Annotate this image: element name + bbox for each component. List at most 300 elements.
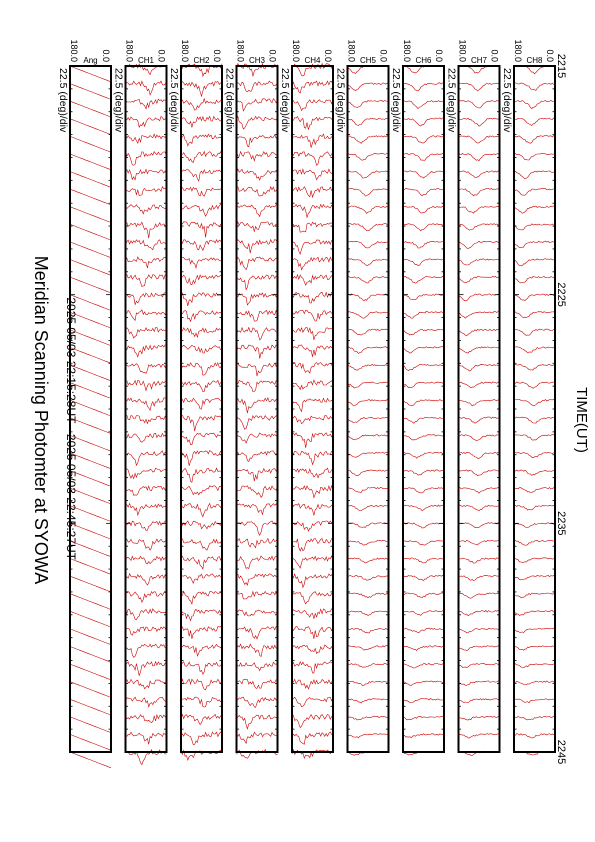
trace-line	[237, 468, 278, 481]
trace-line	[459, 347, 500, 353]
panel-traces	[126, 64, 167, 765]
trace-line	[514, 206, 555, 213]
panel-frame	[403, 66, 444, 752]
trace-line	[459, 364, 500, 371]
trace-line	[292, 222, 333, 232]
trace-line	[514, 100, 555, 108]
trace-line	[348, 646, 389, 651]
trace-line	[126, 416, 167, 424]
trace-line	[181, 152, 222, 163]
scale-label: 22.5 (deg)/div	[445, 68, 458, 133]
xtick-label: 2215	[555, 53, 567, 79]
trace-line	[126, 327, 167, 338]
panel-traces	[181, 64, 222, 760]
trace-line	[292, 240, 333, 254]
panel-frame	[459, 66, 500, 752]
trace-line	[514, 189, 555, 196]
trace-line	[292, 310, 333, 321]
trace-line	[459, 276, 500, 282]
trace-line	[70, 699, 111, 715]
trace-line	[514, 382, 555, 388]
trace-line	[126, 222, 167, 238]
trace-line	[459, 417, 500, 423]
trace-line	[459, 470, 500, 476]
trace-line	[459, 312, 500, 319]
trace-line	[70, 66, 111, 82]
trace-line	[237, 627, 278, 639]
xtick-label: 2225	[555, 282, 567, 307]
trace-line	[514, 312, 555, 318]
trace-line	[403, 276, 444, 283]
trace-line	[459, 259, 500, 265]
trace-line	[126, 609, 167, 620]
trace-line	[459, 734, 500, 738]
trace-line	[459, 628, 500, 633]
trace-line	[237, 697, 278, 707]
trace-line	[403, 488, 444, 493]
trace-line	[126, 574, 167, 585]
chart-title: Meridian Scanning Photomter at SYOWA	[31, 255, 51, 585]
trace-line	[181, 697, 222, 707]
trace-line	[181, 116, 222, 127]
trace-line	[514, 488, 555, 493]
trace-line	[348, 681, 389, 686]
trace-line	[514, 171, 555, 179]
trace-line	[292, 714, 333, 727]
trace-line	[348, 400, 389, 406]
trace-line	[459, 241, 500, 248]
trace-line	[403, 505, 444, 511]
trace-line	[292, 345, 333, 357]
trace-line	[181, 486, 222, 495]
trace-line	[70, 189, 111, 205]
trace-line	[292, 451, 333, 465]
trace-line	[126, 591, 167, 602]
trace-line	[403, 523, 444, 528]
panel-ch1	[113, 39, 167, 764]
trace-line	[237, 610, 278, 616]
trace-line	[514, 153, 555, 160]
trace-line	[348, 188, 389, 196]
panel-traces	[348, 65, 389, 755]
panel-ch8	[501, 39, 555, 755]
trace-line	[403, 83, 444, 91]
trace-line	[348, 241, 389, 248]
trace-line	[403, 593, 444, 598]
trace-line	[181, 222, 222, 238]
trace-line	[348, 575, 389, 580]
ytick-label: 180.0	[69, 39, 79, 62]
trace-line	[126, 292, 167, 304]
trace-line	[403, 224, 444, 231]
trace-line	[126, 715, 167, 723]
channel-label: CH7	[470, 56, 488, 65]
trace-line	[514, 276, 555, 283]
trace-line	[292, 81, 333, 93]
trace-line	[292, 609, 333, 619]
trace-line	[403, 646, 444, 651]
trace-line	[237, 239, 278, 253]
trace-line	[292, 679, 333, 689]
trace-line	[348, 259, 389, 266]
trace-line	[126, 627, 167, 635]
trace-line	[459, 294, 500, 301]
trace-line	[70, 752, 111, 768]
trace-line	[70, 84, 111, 100]
trace-line	[514, 294, 555, 300]
trace-line	[459, 575, 500, 580]
trace-line	[348, 540, 389, 545]
trace-line	[459, 663, 500, 667]
trace-line	[181, 538, 222, 550]
trace-line	[70, 664, 111, 680]
scale-label: 22.5 (deg)/div	[279, 68, 291, 133]
trace-line	[403, 575, 444, 580]
trace-line	[70, 717, 111, 733]
trace-line	[292, 750, 333, 758]
panel-ch3	[224, 39, 278, 758]
xtick-label: 2235	[555, 511, 567, 536]
trace-line	[181, 556, 222, 569]
trace-line	[514, 681, 555, 685]
trace-line	[292, 697, 333, 707]
trace-line	[126, 381, 167, 391]
ytick-label: 180.0	[124, 39, 135, 62]
trace-line	[403, 329, 444, 335]
trace-line	[237, 416, 278, 430]
trace-line	[181, 187, 222, 196]
scale-label: 22.5 (deg)/div	[168, 68, 180, 133]
ytick-label: 0.0	[101, 49, 111, 62]
trace-line	[181, 433, 222, 445]
trace-line	[514, 593, 555, 598]
panel-frame	[514, 66, 555, 752]
panel-ch5	[335, 39, 389, 755]
trace-line	[514, 259, 555, 266]
trace-line	[237, 310, 278, 321]
trace-line	[348, 329, 389, 335]
trace-line	[459, 681, 500, 685]
trace-line	[403, 136, 444, 143]
ytick-label: 0.0	[212, 49, 222, 62]
trace-line	[348, 523, 389, 528]
trace-line	[126, 240, 167, 250]
trace-line	[181, 416, 222, 432]
scale-label: 22.5 (deg)/div	[501, 68, 513, 133]
panel-traces	[292, 64, 333, 759]
scale-label: 22.5 (deg)/div	[57, 68, 69, 133]
ytick-label: 180.0	[346, 39, 357, 62]
panel-traces	[237, 64, 278, 759]
trace-line	[70, 559, 111, 575]
panel-ch2	[168, 39, 222, 760]
trace-line	[237, 539, 278, 548]
panel-frame	[348, 66, 389, 752]
trace-line	[237, 275, 278, 290]
trace-line	[70, 260, 111, 276]
trace-line	[403, 716, 444, 720]
trace-line	[403, 734, 444, 738]
trace-line	[514, 329, 555, 335]
trace-line	[126, 680, 167, 689]
trace-line	[403, 101, 444, 109]
trace-line	[237, 380, 278, 392]
trace-line	[514, 646, 555, 651]
trace-line	[181, 204, 222, 216]
trace-line	[348, 487, 389, 492]
trace-line	[237, 363, 278, 376]
trace-line	[459, 188, 500, 196]
x-axis-ticks	[555, 54, 567, 764]
trace-line	[459, 611, 500, 616]
panel-traces	[514, 65, 555, 755]
trace-line	[292, 415, 333, 423]
trace-line	[403, 558, 444, 563]
trace-line	[292, 152, 333, 166]
trace-line	[348, 101, 389, 108]
trace-line	[514, 699, 555, 703]
trace-line	[514, 452, 555, 458]
scale-label: 22.5 (deg)/div	[112, 68, 125, 133]
trace-line	[181, 275, 222, 285]
trace-line	[348, 153, 389, 160]
trace-line	[514, 576, 555, 580]
trace-line	[348, 452, 389, 457]
trace-line	[126, 152, 167, 166]
trace-line	[181, 363, 222, 375]
trace-line	[237, 732, 278, 743]
trace-line	[126, 363, 167, 374]
trace-line	[181, 732, 222, 745]
trace-line	[403, 628, 444, 633]
trace-line	[126, 644, 167, 657]
trace-line	[514, 611, 555, 616]
trace-line	[126, 398, 167, 410]
trace-line	[70, 682, 111, 698]
trace-line	[237, 293, 278, 305]
trace-line	[181, 714, 222, 724]
trace-line	[237, 398, 278, 413]
trace-line	[237, 592, 278, 599]
trace-line	[126, 345, 167, 357]
trace-line	[126, 468, 167, 479]
trace-line	[126, 697, 167, 707]
trace-line	[514, 540, 555, 545]
trace-line	[459, 523, 500, 528]
trace-line	[292, 433, 333, 448]
trace-line	[126, 521, 167, 531]
trace-line	[348, 347, 389, 354]
trace-line	[514, 136, 555, 144]
ytick-label: 0.0	[323, 49, 333, 62]
trace-line	[348, 716, 389, 720]
rotated-plot-area	[31, 39, 590, 767]
trace-line	[292, 468, 333, 478]
trace-line	[126, 504, 167, 516]
trace-line	[181, 591, 222, 604]
trace-line	[348, 699, 389, 703]
channel-label: CH8	[526, 56, 543, 65]
trace-line	[237, 433, 278, 443]
trace-line	[181, 258, 222, 268]
trace-line	[70, 207, 111, 223]
trace-line	[403, 364, 444, 370]
scale-label: 22.5 (deg)/div	[390, 68, 402, 133]
channel-label: CH6	[415, 56, 432, 65]
trace-line	[292, 99, 333, 110]
panel-ch7	[446, 39, 500, 755]
trace-line	[348, 136, 389, 144]
trace-line	[237, 574, 278, 585]
trace-line	[237, 204, 278, 216]
trace-line	[237, 644, 278, 656]
trace-line	[348, 663, 389, 667]
trace-line	[403, 118, 444, 126]
trace-line	[348, 470, 389, 476]
trace-line	[70, 594, 111, 610]
trace-line	[292, 204, 333, 217]
trace-line	[459, 382, 500, 388]
trace-line	[348, 364, 389, 370]
trace-line	[126, 275, 167, 287]
panel-traces	[403, 65, 444, 755]
trace-line	[181, 99, 222, 110]
trace-line	[403, 541, 444, 546]
trace-line	[348, 628, 389, 633]
trace-line	[459, 171, 500, 178]
trace-line	[126, 169, 167, 179]
trace-line	[126, 134, 167, 143]
trace-line	[70, 101, 111, 117]
trace-line	[70, 172, 111, 188]
trace-line	[514, 628, 555, 633]
trace-line	[292, 662, 333, 673]
trace-line	[514, 399, 555, 405]
trace-line	[292, 486, 333, 498]
channel-label: CH1	[137, 56, 155, 65]
trace-line	[292, 275, 333, 285]
trace-line	[403, 417, 444, 423]
trace-line	[403, 663, 444, 668]
trace-line	[181, 134, 222, 146]
trace-line	[459, 136, 500, 143]
trace-line	[126, 81, 167, 95]
trace-line	[181, 398, 222, 409]
trace-line	[237, 222, 278, 232]
trace-line	[459, 487, 500, 493]
trace-line	[181, 380, 222, 391]
trace-line	[70, 576, 111, 592]
trace-line	[126, 310, 167, 321]
trace-line	[181, 504, 222, 517]
trace-line	[292, 257, 333, 270]
trace-line	[459, 153, 500, 160]
trace-line	[459, 206, 500, 213]
trace-line	[126, 556, 167, 564]
trace-line	[403, 470, 444, 475]
trace-line	[348, 224, 389, 231]
trace-line	[514, 734, 555, 738]
trace-line	[181, 609, 222, 620]
trace-line	[348, 611, 389, 616]
panel-traces	[459, 65, 500, 755]
xtick-label: 2245	[555, 739, 567, 765]
ytick-label: 180.0	[457, 39, 468, 62]
trace-line	[237, 486, 278, 498]
trace-line	[181, 644, 222, 656]
trace-line	[292, 645, 333, 654]
trace-line	[292, 398, 333, 411]
trace-line	[181, 451, 222, 466]
trace-line	[459, 540, 500, 545]
trace-line	[181, 626, 222, 638]
trace-line	[348, 277, 389, 283]
trace-line	[403, 294, 444, 300]
trace-line	[459, 101, 500, 109]
trace-line	[514, 523, 555, 528]
trace-line	[181, 345, 222, 353]
trace-line	[403, 259, 444, 266]
trace-line	[70, 154, 111, 170]
trace-line	[403, 153, 444, 160]
ytick-label: 180.0	[402, 39, 412, 62]
trace-line	[70, 119, 111, 135]
trace-line	[181, 662, 222, 674]
trace-line	[126, 662, 167, 676]
trace-line	[514, 241, 555, 248]
trace-line	[514, 83, 555, 91]
trace-line	[237, 187, 278, 196]
trace-line	[514, 118, 555, 125]
trace-line	[348, 171, 389, 178]
trace-line	[292, 521, 333, 531]
trace-line	[181, 328, 222, 337]
trace-line	[181, 240, 222, 251]
trace-line	[181, 521, 222, 529]
trace-line	[459, 646, 500, 651]
trace-line	[403, 452, 444, 458]
trace-line	[181, 679, 222, 689]
trace-line	[403, 312, 444, 319]
trace-line	[126, 539, 167, 550]
trace-line	[348, 382, 389, 388]
panel-frame	[292, 66, 333, 752]
trace-line	[237, 116, 278, 129]
trace-line	[459, 558, 500, 563]
x-axis-label: TIME(UT)	[573, 387, 590, 453]
trace-line	[181, 169, 222, 181]
channel-label: CH3	[248, 56, 266, 65]
trace-line	[237, 81, 278, 92]
panel-ch4	[279, 39, 333, 758]
trace-line	[403, 681, 444, 686]
trace-line	[126, 486, 167, 495]
panel-ch6	[390, 39, 444, 754]
trace-line	[292, 169, 333, 180]
trace-line	[514, 417, 555, 423]
ytick-label: 0.0	[378, 49, 389, 62]
trace-line	[292, 574, 333, 588]
trace-line	[292, 732, 333, 744]
ytick-label: 0.0	[434, 49, 444, 62]
trace-line	[403, 171, 444, 178]
trace-line	[459, 452, 500, 458]
trace-line	[237, 451, 278, 462]
trace-line	[181, 468, 222, 482]
trace-line	[514, 470, 555, 476]
trace-line	[348, 734, 389, 738]
trace-line	[403, 382, 444, 388]
